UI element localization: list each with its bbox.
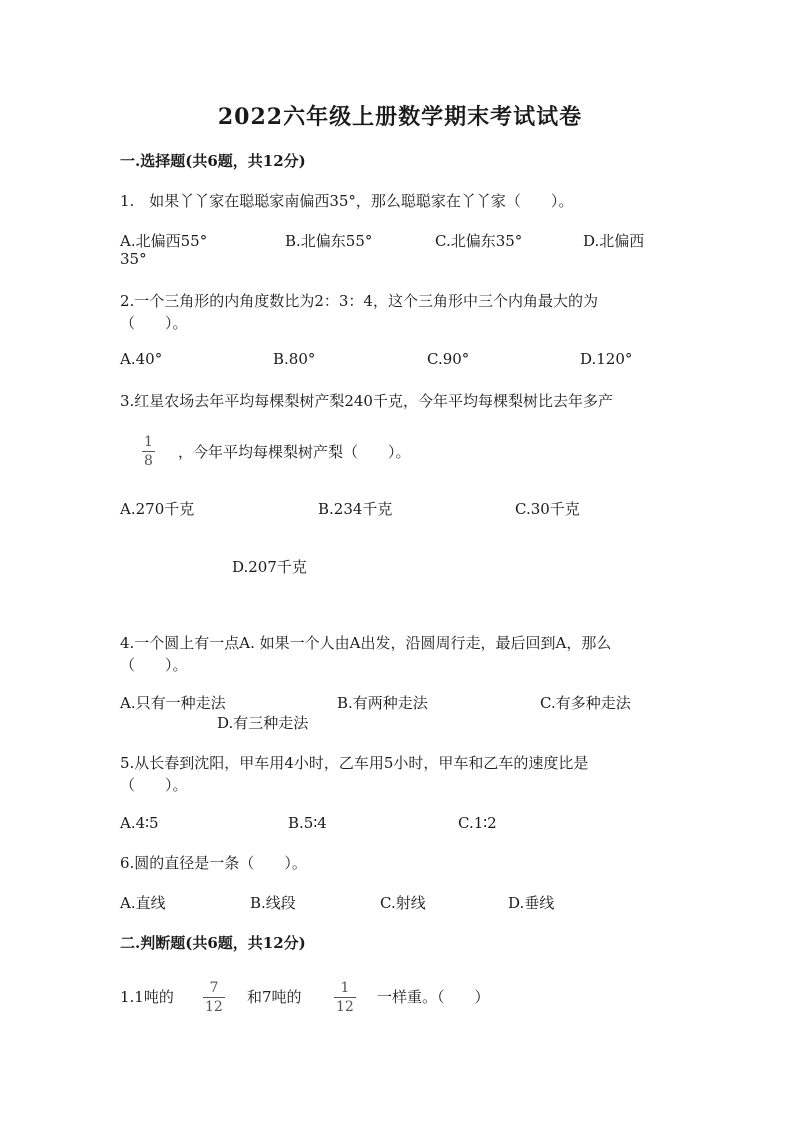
question-3-option-d: D.207千克 xyxy=(232,558,307,576)
question-1-stem: 1. 如果丫丫家在聪聪家南偏西35°，那么聪聪家在丫丫家（ ）。 xyxy=(120,192,574,210)
fraction-denominator: 12 xyxy=(336,999,354,1015)
question-6-option-b: B.线段 xyxy=(250,894,296,912)
fraction-bar xyxy=(334,997,356,998)
question-3-fraction xyxy=(142,434,155,469)
judgement-1-part2: 和7吨的 xyxy=(247,988,302,1006)
question-4-option-b: B.有两种走法 xyxy=(337,694,428,712)
fraction-bar xyxy=(203,997,225,998)
question-5-option-b: B.5∶4 xyxy=(288,814,327,832)
question-1-option-a: A.北偏西55° xyxy=(120,232,208,250)
fraction-bar xyxy=(142,451,155,452)
question-4-stem-cont: （ ）。 xyxy=(120,656,188,674)
question-6-option-c: C.射线 xyxy=(380,894,426,912)
fraction-denominator: 8 xyxy=(144,453,153,469)
question-2-option-b: B.80° xyxy=(273,350,316,368)
fraction-numerator: 1 xyxy=(340,980,350,996)
question-2-option-d: D.120° xyxy=(580,350,633,368)
judgement-1-part3: 一样重。（ ） xyxy=(377,988,490,1006)
page-title: 2022六年级上册数学期末考试试卷 xyxy=(217,104,583,130)
question-2-stem: 2.一个三角形的内角度数比为2：3：4，这个三角形中三个内角最大的为 xyxy=(120,292,598,310)
question-4-option-a: A.只有一种走法 xyxy=(120,694,226,712)
question-2-option-c: C.90° xyxy=(427,350,470,368)
question-2-stem-cont: （ ）。 xyxy=(120,314,188,332)
fraction-numerator: 7 xyxy=(209,980,219,996)
section-header-choice: 一.选择题(共6题，共12分) xyxy=(120,152,306,170)
question-5-stem: 5.从长春到沈阳，甲车用4小时，乙车用5小时，甲车和乙车的速度比是 xyxy=(120,754,589,772)
question-2-option-a: A.40° xyxy=(120,350,163,368)
question-3-stem: 3.红星农场去年平均每棵梨树产梨240千克，今年平均每棵梨树比去年多产 xyxy=(120,392,613,410)
question-6-stem: 6.圆的直径是一条（ ）。 xyxy=(120,854,307,872)
judgement-1-fraction-2 xyxy=(334,980,356,1015)
question-3-option-b: B.234千克 xyxy=(318,500,393,518)
question-5-stem-cont: （ ）。 xyxy=(120,776,188,794)
question-5-option-c: C.1∶2 xyxy=(458,814,497,832)
question-4-option-c: C.有多种走法 xyxy=(540,694,631,712)
question-6-option-a: A.直线 xyxy=(120,894,166,912)
judgement-1-part1: 1.1吨的 xyxy=(120,988,174,1006)
fraction-numerator: 1 xyxy=(144,434,153,450)
question-4-stem: 4.一个圆上有一点A. 如果一个人由A出发，沿圆周行走，最后回到A，那么 xyxy=(120,634,612,652)
question-5-option-a: A.4∶5 xyxy=(120,814,159,832)
section-header-judgement: 二.判断题(共6题，共12分) xyxy=(120,934,306,952)
question-1-option-d: D.北偏西 xyxy=(583,232,645,250)
question-1-option-b: B.北偏东55° xyxy=(285,232,373,250)
fraction-denominator: 12 xyxy=(205,999,223,1015)
question-3-stem-cont: ，今年平均每棵梨树产梨（ ）。 xyxy=(178,443,411,461)
question-1-option-d-cont: 35° xyxy=(120,250,147,268)
judgement-1-fraction-1 xyxy=(203,980,225,1015)
question-1-option-c: C.北偏东35° xyxy=(435,232,523,250)
question-4-option-d: D.有三种走法 xyxy=(217,714,309,732)
question-3-option-c: C.30千克 xyxy=(515,500,580,518)
question-3-option-a: A.270千克 xyxy=(120,500,195,518)
question-6-option-d: D.垂线 xyxy=(508,894,555,912)
